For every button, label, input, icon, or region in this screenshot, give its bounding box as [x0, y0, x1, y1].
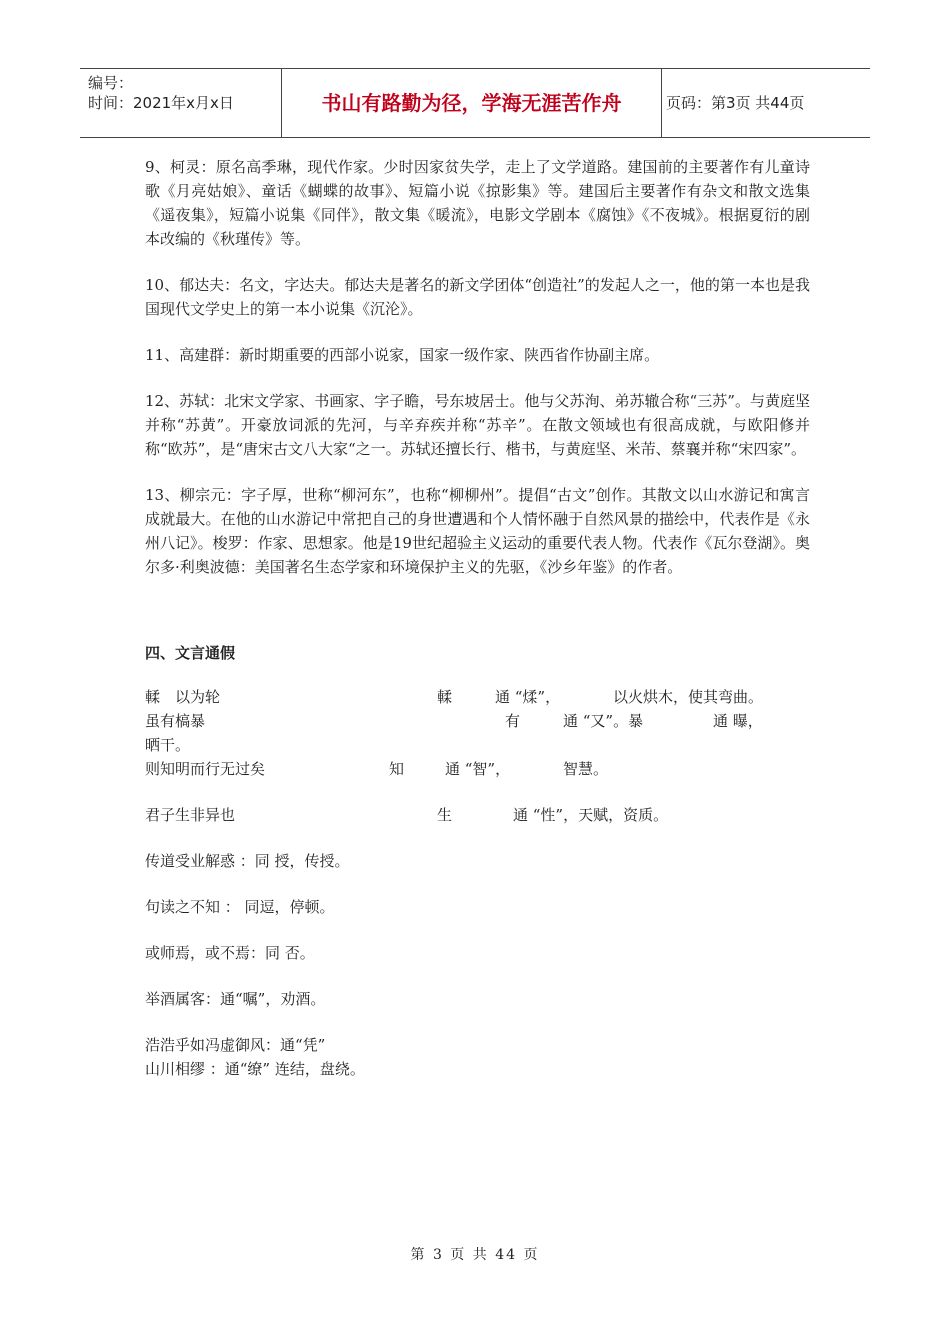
header-motto: 书山有路勤为径，学海无涯苦作舟 [282, 69, 662, 137]
tongjia-row [145, 685, 810, 709]
document-number-label: 编号： [88, 74, 134, 92]
tongjia-row [145, 733, 810, 757]
paragraph-ke-ling: 9、柯灵：原名高季琳，现代作家。少时因家贫失学，走上了文学道路。建国前的主要著作有儿童诗歌《月亮姑娘》、童话《蝴蝶的故事》、短篇小说《掠影集》等。建国后主要著作有杂文和散文选集《遥夜集》，短篇小说集《同伴》，散文集《暖流》，电影文学剧本《腐蚀》《不夜城》。根据夏衍的剧本改编的《秋瑾传》等。 [145, 158, 810, 248]
tongjia-line: 句读之不知 ： 同逗，停顿。 [145, 898, 335, 916]
tongjia-row [145, 757, 810, 781]
header-meta [80, 69, 282, 137]
tongjia-continuation: 晒干。 [145, 736, 191, 754]
tongjia-line: 传道受业解惑 ：同 授，传授。 [145, 852, 350, 870]
tongjia-line: 山川相缪 ：通“缭” 连结，盘绕。 [145, 1060, 365, 1078]
tongjia-row [145, 709, 810, 733]
tongjia-phrase: 虽有槁暴 [145, 712, 206, 730]
tongjia-phrase: 輮 以为轮 [145, 688, 221, 706]
tongjia-equiv: 通 “又”。暴 [563, 712, 644, 730]
tongjia-char: 輮 [437, 688, 453, 706]
tongjia-equiv: 通 “性”，天赋，资质。 [513, 806, 669, 824]
paragraph-liu-zongyuan: 13、柳宗元：字子厚，世称“柳河东”，也称“柳柳州”。提倡“古文”创作。其散文以山水游记和寓言成就最大。在他的山水游记中常把自己的身世遭遇和个人情怀融于自然风景的描绘中，代表作是《永州八记》。梭罗：作家、思想家。他是19世纪超验主义运动的重要代表人物。代表作《瓦尔登湖》。奥尔多·利奥波德：美国著名生态学家和环境保护主义的先驱，《沙乡年鉴》的作者。 [145, 486, 810, 576]
tongjia-phrase: 君子生非异也 [145, 806, 236, 824]
page-footer: 第 3 页 共 44 页 [410, 1247, 540, 1263]
page-header [80, 68, 870, 138]
paragraph-gao-jianqun: 11、高建群：新时期重要的西部小说家，国家一级作家、陕西省作协副主席。 [145, 346, 660, 364]
tongjia-char: 生 [437, 806, 453, 824]
tongjia-phrase: 则知明而行无过矣 [145, 760, 266, 778]
tongjia-char: 有 [505, 712, 521, 730]
tongjia-line: 或师焉，或不焉：同 否。 [145, 944, 315, 962]
tongjia-equiv: 通 “智”， [445, 760, 511, 778]
tongjia-line: 举酒属客：通“嘱”，劝酒。 [145, 990, 326, 1008]
tongjia-meaning: 智慧。 [563, 760, 609, 778]
tongjia-meaning: 以火烘木，使其弯曲。 [613, 688, 764, 706]
header-page-number: 页码：第3页 共44页 [666, 94, 805, 112]
tongjia-equiv: 通 “煣”， [495, 688, 561, 706]
tongjia-line: 浩浩乎如冯虚御风：通“凭” [145, 1036, 326, 1054]
tongjia-meaning: 通 曝， [713, 712, 763, 730]
tongjia-row [145, 803, 810, 827]
paragraph-yu-dafu: 10、郁达夫：名文，字达夫。郁达夫是著名的新文学团体“创造社”的发起人之一，他的第一本也是我国现代文学史上的第一本小说集《沉沦》。 [145, 276, 810, 318]
section-title: 四、文言通假 [145, 644, 236, 662]
document-body [145, 155, 810, 1081]
paragraph-su-shi: 12、苏轼：北宋文学家、书画家、字子瞻，号东坡居士。他与父苏洵、弟苏辙合称“三苏”。与黄庭坚并称“苏黄”。开豪放词派的先河，与辛弃疾并称“苏辛”。在散文领域也有很高成就，与欧阳修并称“欧苏”，是“唐宋古文八大家“之一。苏轼还擅长行、楷书，与黄庭坚、米芾、蔡襄并称“宋四家”。 [145, 392, 810, 458]
document-date-label: 时间：2021年x月x日 [88, 94, 234, 112]
tongjia-char: 知 [389, 760, 405, 778]
